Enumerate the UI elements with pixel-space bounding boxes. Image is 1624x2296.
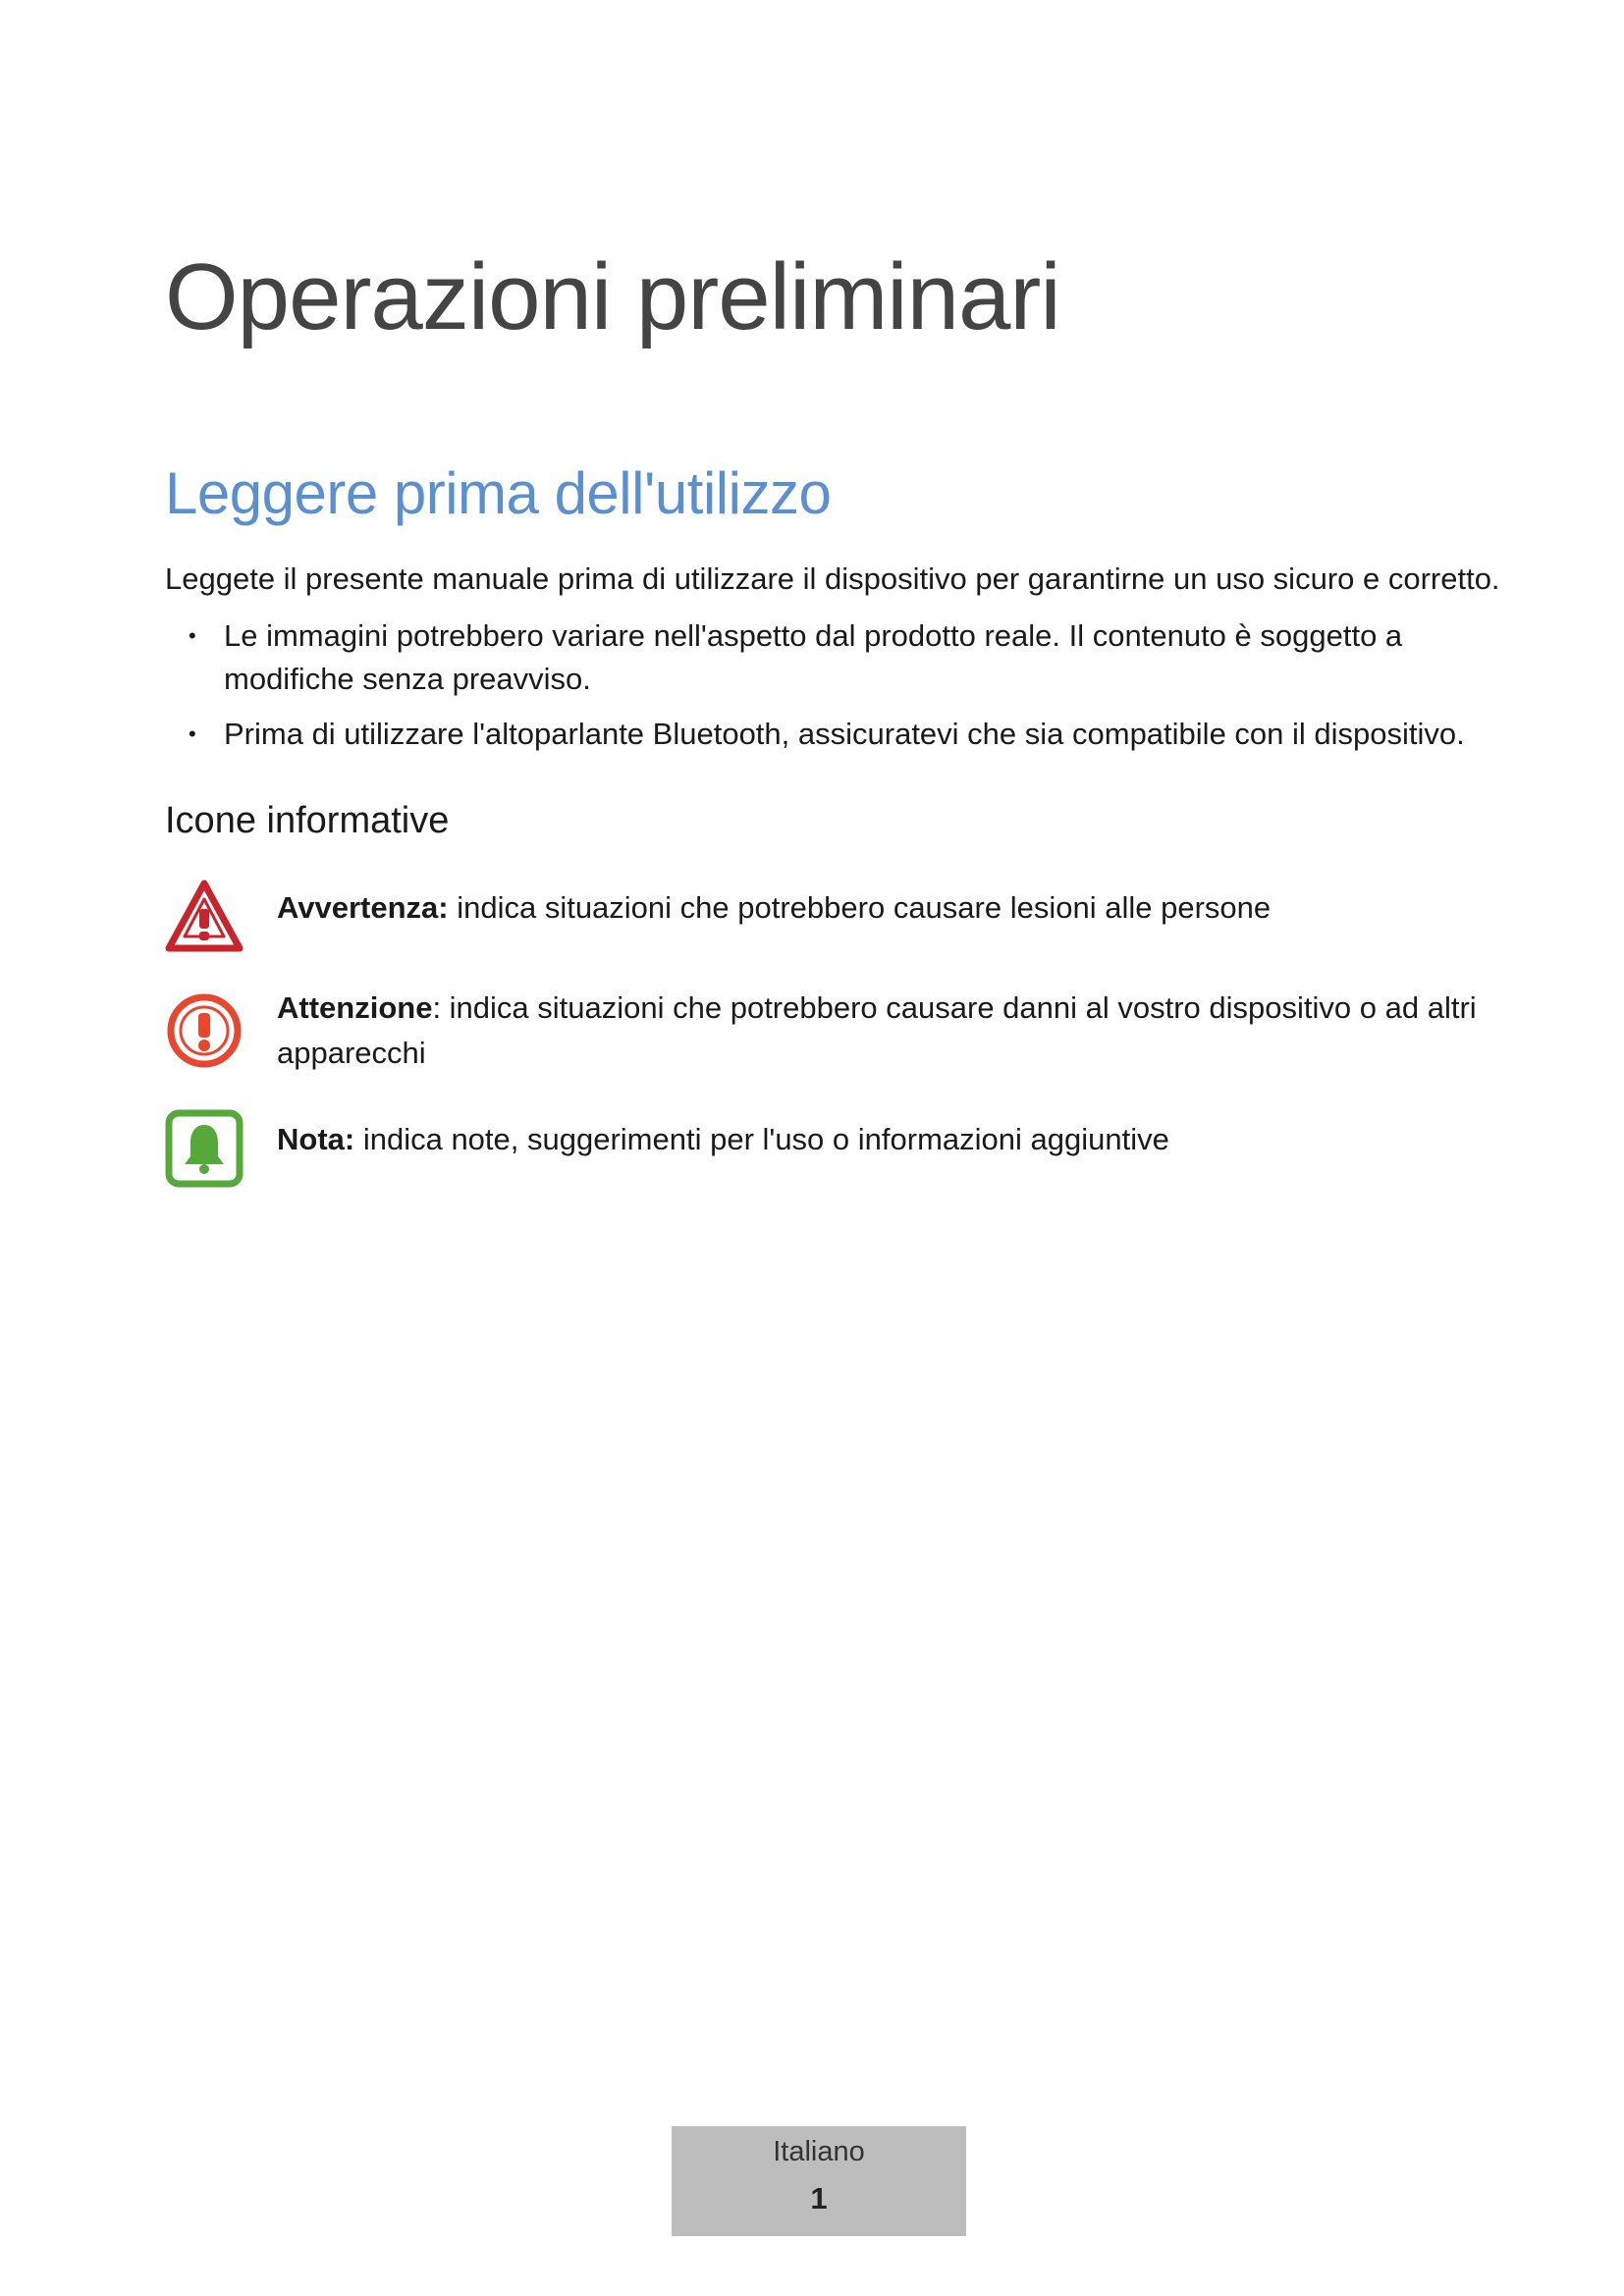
warning-label: Avvertenza:: [277, 890, 449, 925]
caution-label: Attenzione: [277, 990, 433, 1025]
intro-paragraph: Leggete il presente manuale prima di utilizzare il dispositivo per garantirne un uso sicuro e corretto.: [165, 561, 1500, 596]
caution-text: : indica situazioni che potrebbero causare danni al vostro dispositivo o ad altri apparecchi: [277, 990, 1477, 1070]
caution-description: [277, 986, 1494, 1076]
bullet-text: Le immagini potrebbero variare nell'aspetto dal prodotto reale. Il contenuto è soggetto a modifiche senza preavviso.: [224, 618, 1403, 696]
page-title: Operazioni preliminari: [165, 244, 1060, 349]
bullet-text: Prima di utilizzare l'altoparlante Bluetooth, assicuratevi che sia compatibile con il dispositivo.: [224, 717, 1465, 751]
bullet-list: [165, 614, 1481, 768]
bullet-dot: •: [189, 623, 196, 648]
note-description: [277, 1117, 1494, 1162]
warning-text: indica situazioni che potrebbero causare lesioni alle persone: [448, 890, 1272, 925]
page-number: 1: [810, 2181, 828, 2216]
section-title: Leggere prima dell'utilizzo: [165, 460, 832, 526]
icons-heading: Icone informative: [165, 800, 450, 841]
warning-triangle-icon: [165, 878, 244, 956]
footer-language: Italiano: [773, 2136, 865, 2167]
page-footer: [672, 2126, 966, 2236]
note-bell-icon: [165, 1109, 244, 1188]
list-item: [165, 713, 1481, 756]
bullet-dot: •: [189, 721, 196, 746]
list-item: [165, 614, 1481, 701]
note-label: Nota:: [277, 1122, 355, 1156]
warning-description: [277, 885, 1494, 931]
caution-circle-icon: [165, 991, 244, 1070]
note-text: indica note, suggerimenti per l'uso o informazioni aggiuntive: [354, 1122, 1169, 1156]
